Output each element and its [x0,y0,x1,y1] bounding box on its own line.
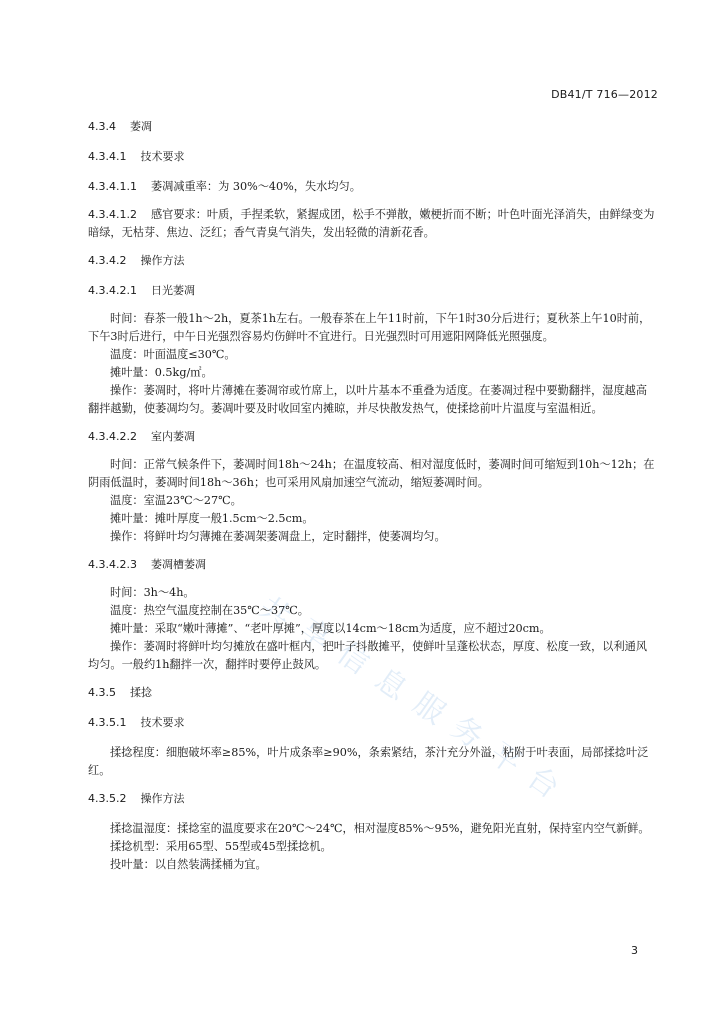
section-title: 技术要求 [140,150,185,163]
section-number: 4.3.4.2 [88,254,127,267]
clause-body [88,584,658,674]
clause-text: 萎凋减重率：为 30%～40%，失水均匀。 [150,180,361,193]
section-number: 4.3.5.1 [88,716,127,729]
clause-number: 4.3.4.1.1 [88,180,137,193]
paragraph: 投叶量：以自然装满揉桶为宜。 [110,858,267,871]
section-number: 4.3.5 [88,686,116,699]
paragraph: 揉捻温湿度：揉捻室的温度要求在20℃～24℃，相对湿度85%～95%，避免阳光直射，保持室内空气新鲜。 [110,822,650,835]
paragraph: 操作：萎凋时将鲜叶均匀摊放在盛叶框内，把叶子抖散摊平，使鲜叶呈蓬松状态，厚度、松度一致，以利通风均匀。一般约1h翻拌一次，翻拌时要停止鼓风。 [88,640,648,671]
clause [88,178,658,196]
section-heading [88,684,658,702]
section-number: 4.3.4 [88,120,116,133]
page-number: 3 [631,944,638,957]
watermark-char: 享 [292,611,338,658]
section-title: 萎凋 [130,120,152,133]
clause-body [88,820,658,874]
watermark-char: 息 [368,661,414,708]
paragraph: 时间：正常气候条件下，萎凋时间18h～24h；在温度较高、相对湿度低时，萎凋时间可缩短到10h～12h；在阴雨低温时，萎凋时间18h～36h；也可采用风扇加速空气流动，缩短萎凋时间。 [88,458,655,489]
paragraph: 摊叶量：采取“嫩叶薄摊”、“老叶厚摊”，厚度以14cm～18cm为适度，应不超过20cm。 [110,622,551,635]
clause-text: 感官要求：叶质，手捏柔软，紧握成团，松手不弹散，嫩梗折而不断；叶色叶面光泽消失，由鲜绿变为暗绿，无枯芽、焦边、泛红；香气青臭气消失，发出轻微的清新花香。 [88,208,655,239]
paragraph: 揉捻机型：采用65型、55型或45型揉捻机。 [110,840,332,853]
watermark-char: 平 [482,735,528,782]
section-title: 萎凋槽萎凋 [150,558,206,571]
section-number: 4.3.4.2.1 [88,284,137,297]
section-title: 操作方法 [140,254,185,267]
section-title: 日光萎凋 [150,284,195,297]
paragraph: 时间：春茶一般1h～2h，夏茶1h左右。一般春茶在上午11时前，下午1时30分后进行；夏秋茶上午10时前，下午3时后进行，中午日光强烈容易灼伤鲜叶不宜进行。日光强烈时可用遮阳网降低光照强度。 [88,312,651,343]
section-heading [88,252,658,270]
paragraph: 揉捻程度：细胞破坏率≥85%，叶片成条率≥90%，条索紧结，茶汁充分外溢，粘附于叶表面，局部揉捻叶泛红。 [88,746,649,777]
clause-body [88,456,658,546]
paragraph: 操作：萎凋时，将叶片薄摊在萎凋帘或竹席上，以叶片基本不重叠为适度。在萎凋过程中要勤翻拌，湿度越高翻拌越勤，使萎凋均匀。萎凋叶要及时收回室内摊晾，并尽快散发热气，使揉捻前叶片温度与室温相近。 [88,384,648,415]
section-number: 4.3.4.1 [88,150,127,163]
clause-body [88,744,658,780]
section-heading [88,428,658,446]
section-heading [88,148,658,166]
paragraph: 操作：将鲜叶均匀薄摊在萎凋架萎凋盘上，定时翻拌，使萎凋均匀。 [110,530,446,543]
section-heading [88,282,658,300]
paragraph: 时间：3h～4h。 [110,586,195,599]
watermark-char: 台 [520,759,566,806]
section-number: 4.3.4.2.3 [88,558,137,571]
watermark-char: 信 [330,635,376,682]
watermark-char: 务 [444,709,490,756]
watermark-char: 共 [252,589,298,636]
section-title: 室内萎凋 [150,430,195,443]
paragraph: 摊叶量：0.5kg/㎡。 [110,366,213,379]
clause-number: 4.3.4.1.2 [88,208,137,221]
clause [88,206,658,242]
document-body [88,118,658,884]
section-number: 4.3.5.2 [88,792,127,805]
section-heading [88,556,658,574]
paragraph: 温度：叶面温度≤30℃。 [110,348,236,361]
section-number: 4.3.4.2.2 [88,430,137,443]
section-heading [88,714,658,732]
doc-code: DB41/T 716—2012 [551,88,658,101]
section-title: 技术要求 [140,716,185,729]
watermark-char: 服 [406,685,452,732]
section-heading [88,118,658,136]
section-heading [88,790,658,808]
clause-body [88,310,658,418]
paragraph: 温度：热空气温度控制在35℃～37℃。 [110,604,309,617]
paragraph: 摊叶量：摊叶厚度一般1.5cm～2.5cm。 [110,512,314,525]
section-title: 操作方法 [140,792,185,805]
section-title: 揉捻 [130,686,152,699]
paragraph: 温度：室温23℃～27℃。 [110,494,242,507]
